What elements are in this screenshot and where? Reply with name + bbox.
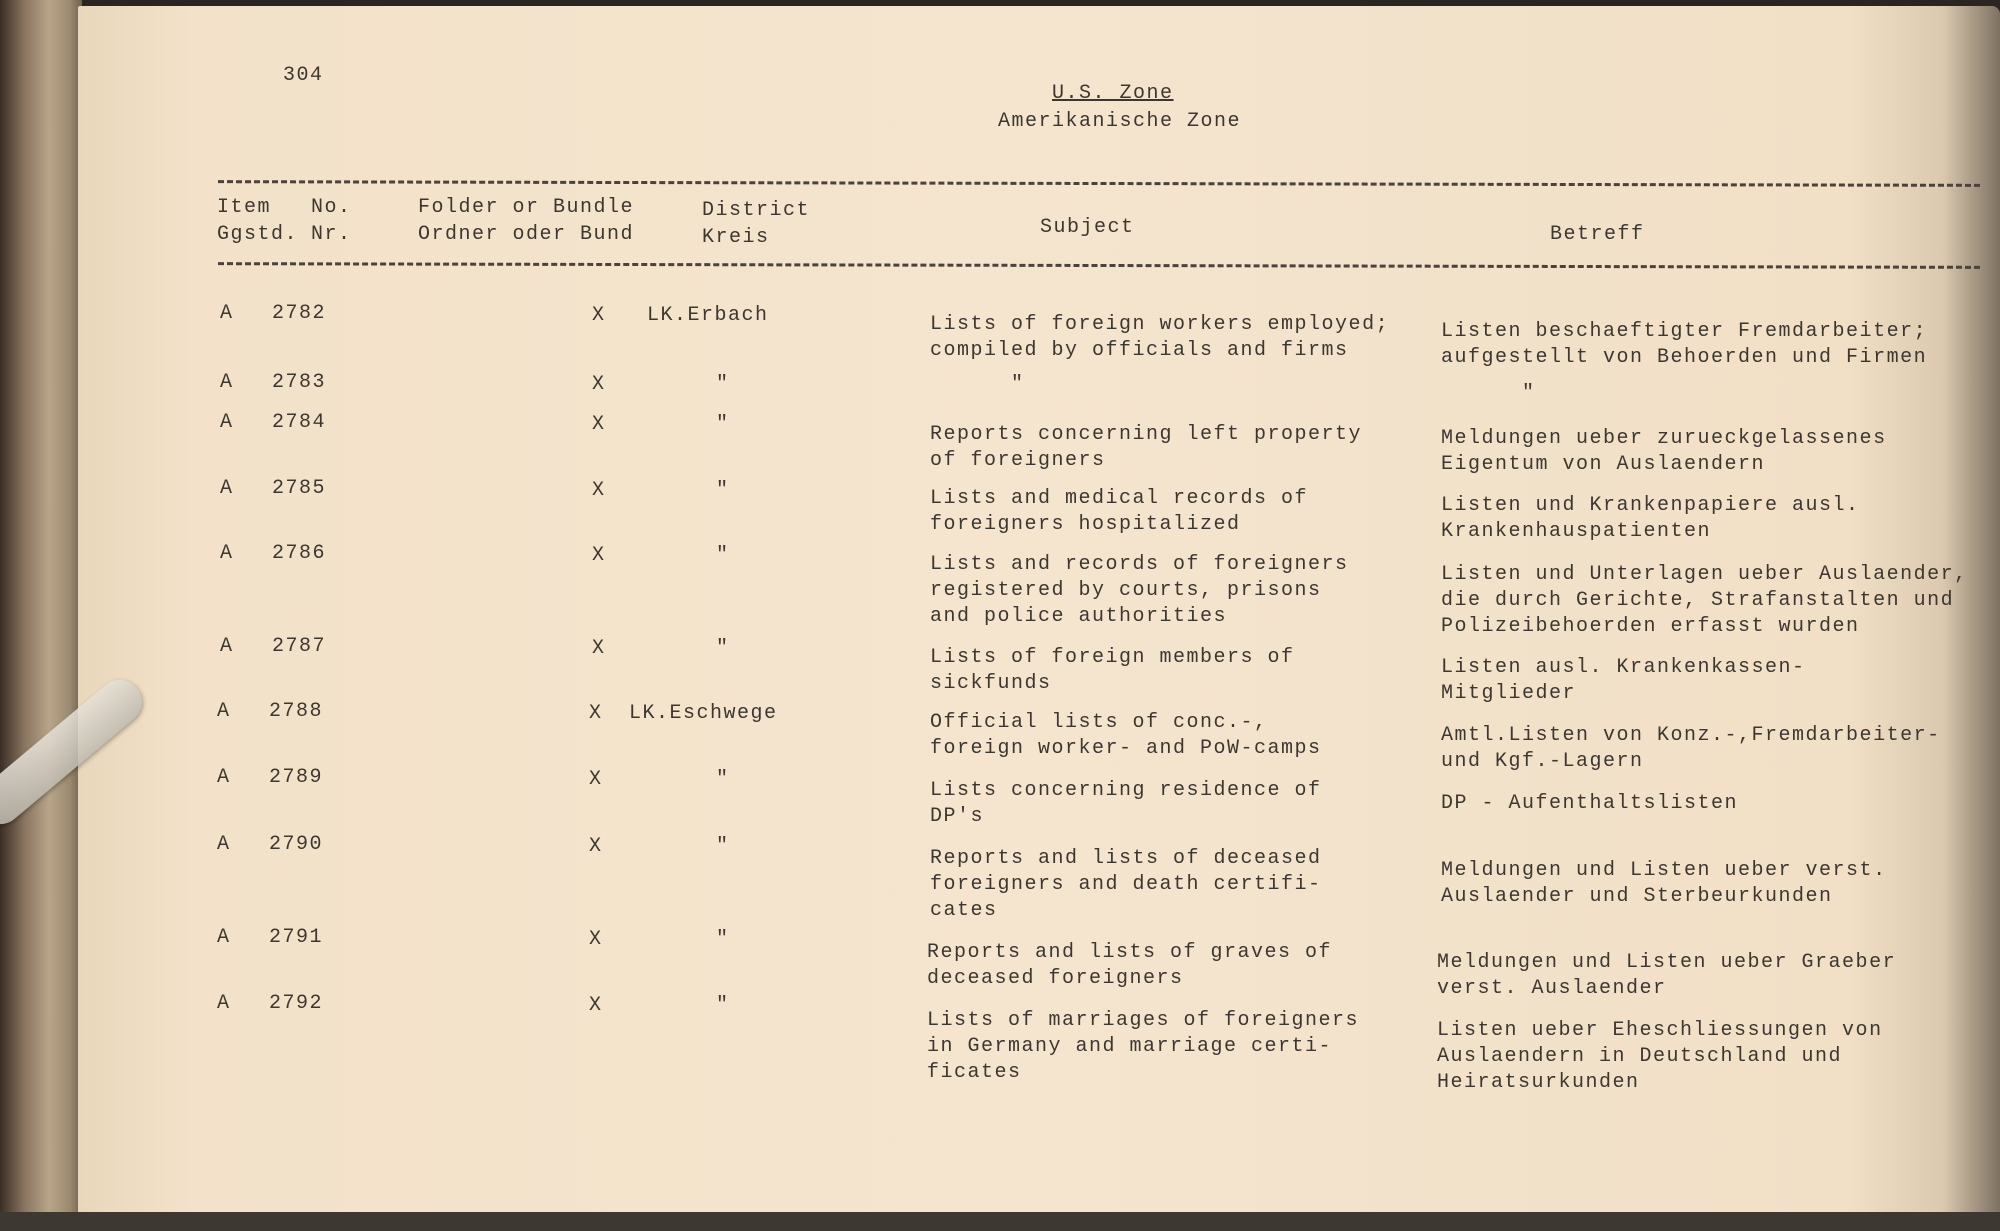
row-betreff-line: "	[1441, 382, 1536, 405]
row-subject-line: Reports and lists of deceased	[930, 847, 1322, 870]
row-district: "	[716, 928, 730, 951]
row-number: 2790	[269, 833, 324, 856]
row-number: 2785	[272, 477, 327, 500]
row-number: 2784	[272, 411, 327, 434]
row-number: 2792	[269, 992, 324, 1015]
row-subject-line: cates	[930, 899, 998, 922]
row-number: 2788	[269, 700, 324, 723]
row-betreff-line: Meldungen ueber zurueckgelassenes	[1441, 427, 1887, 450]
row-subject-line: foreign worker- and PoW-camps	[930, 737, 1322, 760]
row-subject-line: Official lists of conc.-,	[930, 711, 1268, 734]
row-betreff-line: Listen beschaeftigter Fremdarbeiter;	[1441, 320, 1928, 343]
row-item: A	[217, 992, 231, 1015]
row-district: "	[716, 835, 730, 858]
row-number: 2783	[272, 371, 327, 394]
row-folder-mark: X	[592, 544, 606, 567]
row-betreff-line: Heiratsurkunden	[1437, 1071, 1640, 1094]
row-number: 2786	[272, 542, 327, 565]
header-ordner: Ordner oder Bund	[418, 223, 635, 246]
row-betreff-line: Listen und Unterlagen ueber Auslaender,	[1441, 563, 1968, 586]
row-betreff-line: Listen ausl. Krankenkassen-	[1441, 656, 1806, 679]
row-folder-mark: X	[592, 637, 606, 660]
row-subject-line: Lists of foreign workers employed;	[930, 313, 1390, 336]
row-item: A	[217, 926, 231, 949]
row-district: "	[716, 544, 730, 567]
header-folder: Folder or Bundle	[418, 196, 635, 219]
row-betreff-line: die durch Gerichte, Strafanstalten und	[1441, 589, 1955, 612]
title-us-zone: U.S. Zone	[1052, 82, 1174, 105]
row-item: A	[220, 411, 234, 434]
row-item: A	[217, 700, 231, 723]
row-district: "	[716, 413, 730, 436]
row-subject-line: Lists of foreign members of	[930, 646, 1295, 669]
row-item: A	[220, 371, 234, 394]
header-nr: Nr.	[311, 223, 352, 246]
row-subject-line: foreigners and death certifi-	[930, 873, 1322, 896]
row-folder-mark: X	[592, 373, 606, 396]
header-subject: Subject	[1040, 216, 1135, 239]
row-betreff-line: Eigentum von Auslaendern	[1441, 453, 1766, 476]
row-folder-mark: X	[592, 479, 606, 502]
row-subject-line: Lists and records of foreigners	[930, 553, 1349, 576]
title-amerikanische-zone: Amerikanische Zone	[998, 110, 1242, 133]
row-betreff-line: Listen und Krankenpapiere ausl.	[1441, 494, 1860, 517]
row-folder-mark: X	[589, 702, 603, 725]
row-betreff-line: DP - Aufenthaltslisten	[1441, 792, 1739, 815]
row-item: A	[220, 542, 234, 565]
row-betreff-line: Listen ueber Eheschliessungen von	[1437, 1019, 1883, 1042]
row-item: A	[220, 302, 234, 325]
row-subject-line: deceased foreigners	[927, 967, 1184, 990]
row-number: 2787	[272, 635, 327, 658]
row-item: A	[217, 833, 231, 856]
row-subject-line: foreigners hospitalized	[930, 513, 1241, 536]
row-subject-line: in Germany and marriage certi-	[927, 1035, 1333, 1058]
row-subject-line: of foreigners	[930, 449, 1106, 472]
row-subject-line: Lists of marriages of foreigners	[927, 1009, 1360, 1032]
row-betreff-line: verst. Auslaender	[1437, 977, 1667, 1000]
header-ggstd: Ggstd.	[217, 223, 299, 246]
row-betreff-line: Krankenhauspatienten	[1441, 520, 1712, 543]
row-folder-mark: X	[589, 994, 603, 1017]
row-subject-line: Lists and medical records of	[930, 487, 1309, 510]
row-item: A	[220, 635, 234, 658]
row-betreff-line: und Kgf.-Lagern	[1441, 750, 1644, 773]
row-item: A	[217, 766, 231, 789]
row-folder-mark: X	[592, 304, 606, 327]
row-betreff-line: Amtl.Listen von Konz.-,Fremdarbeiter-	[1441, 724, 1941, 747]
row-subject-line: Reports concerning left property	[930, 423, 1363, 446]
row-number: 2782	[272, 302, 327, 325]
row-district: "	[716, 373, 730, 396]
header-betreff: Betreff	[1550, 223, 1645, 246]
header-kreis: Kreis	[702, 226, 770, 249]
page-number: 304	[283, 64, 324, 87]
row-item: A	[220, 477, 234, 500]
row-subject-line: ficates	[927, 1061, 1022, 1084]
row-folder-mark: X	[589, 768, 603, 791]
row-subject-line: and police authorities	[930, 605, 1228, 628]
row-betreff-line: Meldungen und Listen ueber verst.	[1441, 859, 1887, 882]
header-district: District	[702, 199, 811, 222]
row-number: 2791	[269, 926, 324, 949]
row-subject-line: DP's	[930, 805, 985, 828]
row-district: LK.Eschwege	[629, 702, 778, 725]
header-no: No.	[311, 196, 352, 219]
row-betreff-line: Meldungen und Listen ueber Graeber	[1437, 951, 1897, 974]
row-folder-mark: X	[592, 413, 606, 436]
row-subject-line: compiled by officials and firms	[930, 339, 1349, 362]
book-spine-edge	[0, 0, 82, 1231]
row-subject-line: "	[930, 373, 1025, 396]
row-subject-line: Reports and lists of graves of	[927, 941, 1333, 964]
row-district: "	[716, 637, 730, 660]
row-subject-line: Lists concerning residence of	[930, 779, 1322, 802]
row-district: "	[716, 479, 730, 502]
row-district: "	[716, 994, 730, 1017]
row-subject-line: sickfunds	[930, 672, 1052, 695]
header-item: Item	[217, 196, 272, 219]
row-betreff-line: Mitglieder	[1441, 682, 1577, 705]
row-betreff-line: Polizeibehoerden erfasst wurden	[1441, 615, 1860, 638]
row-number: 2789	[269, 766, 324, 789]
row-district: LK.Erbach	[647, 304, 769, 327]
row-folder-mark: X	[589, 928, 603, 951]
row-district: "	[716, 768, 730, 791]
row-folder-mark: X	[589, 835, 603, 858]
row-betreff-line: aufgestellt von Behoerden und Firmen	[1441, 346, 1928, 369]
bottom-edge	[0, 1212, 2000, 1231]
row-subject-line: registered by courts, prisons	[930, 579, 1322, 602]
row-betreff-line: Auslaender und Sterbeurkunden	[1441, 885, 1833, 908]
row-betreff-line: Auslaendern in Deutschland und	[1437, 1045, 1843, 1068]
